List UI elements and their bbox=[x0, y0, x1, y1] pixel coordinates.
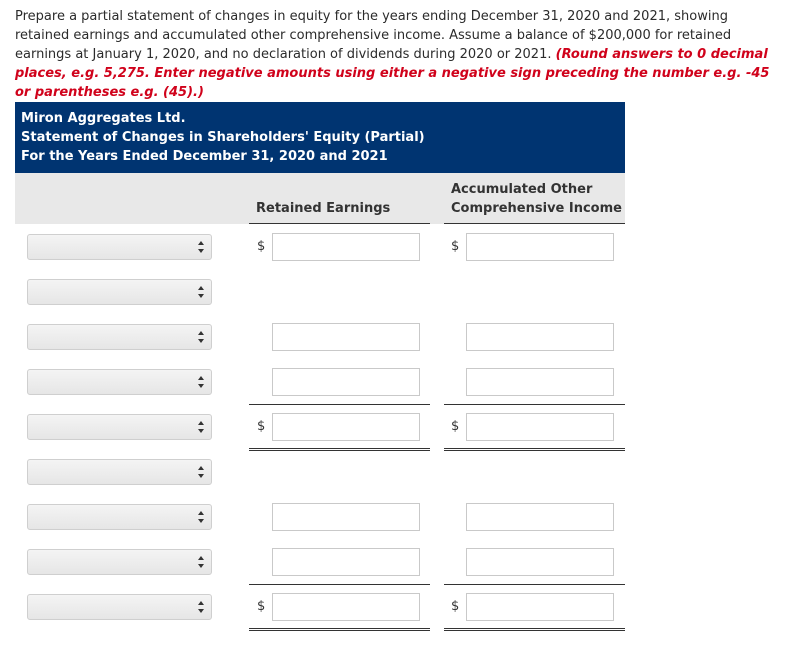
line-item-select[interactable] bbox=[27, 549, 212, 575]
column-header-retained-earnings: Retained Earnings bbox=[256, 201, 391, 216]
updown-arrow-icon bbox=[197, 555, 205, 569]
updown-arrow-icon bbox=[197, 285, 205, 299]
instructions bbox=[15, 7, 780, 102]
aoci-input[interactable] bbox=[466, 233, 614, 261]
instructions-emphasis: (Round answers to 0 decimal places, e.g. 5,275. Enter negative amounts using either a negative sign preceding the number e.g. -45 or parentheses e.g. (45).) bbox=[15, 47, 770, 100]
line-item-select[interactable] bbox=[27, 504, 212, 530]
aoci-input[interactable] bbox=[466, 548, 614, 576]
statement-row bbox=[0, 232, 789, 266]
subtotal-rule bbox=[444, 404, 625, 405]
aoci-input[interactable] bbox=[466, 593, 614, 621]
statement-title: Statement of Changes in Shareholders' Equity (Partial) bbox=[21, 130, 425, 145]
total-double-rule bbox=[249, 448, 430, 451]
line-item-select[interactable] bbox=[27, 594, 212, 620]
aoci-input[interactable] bbox=[466, 503, 614, 531]
retained-earnings-input[interactable] bbox=[272, 548, 420, 576]
dollar-sign: $ bbox=[257, 599, 266, 614]
line-item-select[interactable] bbox=[27, 414, 212, 440]
line-item-select[interactable] bbox=[27, 234, 212, 260]
updown-arrow-icon bbox=[197, 240, 205, 254]
statement-row bbox=[0, 592, 789, 626]
statement-row bbox=[0, 367, 789, 401]
line-item-select[interactable] bbox=[27, 324, 212, 350]
subtotal-rule bbox=[249, 584, 430, 585]
column-header-aoci-line2: Comprehensive Income bbox=[451, 201, 622, 216]
dollar-sign: $ bbox=[257, 239, 266, 254]
dollar-sign: $ bbox=[451, 599, 460, 614]
retained-earnings-input[interactable] bbox=[272, 368, 420, 396]
subtotal-rule bbox=[249, 404, 430, 405]
column-header-rule-aoci bbox=[444, 223, 625, 224]
statement-row bbox=[0, 322, 789, 356]
dollar-sign: $ bbox=[451, 239, 460, 254]
updown-arrow-icon bbox=[197, 465, 205, 479]
dollar-sign: $ bbox=[257, 419, 266, 434]
statement-row bbox=[0, 412, 789, 446]
subtotal-rule bbox=[444, 584, 625, 585]
updown-arrow-icon bbox=[197, 420, 205, 434]
statement-period: For the Years Ended December 31, 2020 and 2021 bbox=[21, 149, 388, 164]
retained-earnings-input[interactable] bbox=[272, 593, 420, 621]
retained-earnings-input[interactable] bbox=[272, 413, 420, 441]
line-item-select[interactable] bbox=[27, 279, 212, 305]
column-header-rule-re bbox=[249, 223, 430, 224]
retained-earnings-input[interactable] bbox=[272, 233, 420, 261]
statement-row bbox=[0, 547, 789, 581]
line-item-select[interactable] bbox=[27, 369, 212, 395]
updown-arrow-icon bbox=[197, 600, 205, 614]
dollar-sign: $ bbox=[451, 419, 460, 434]
aoci-input[interactable] bbox=[466, 413, 614, 441]
aoci-input[interactable] bbox=[466, 368, 614, 396]
updown-arrow-icon bbox=[197, 330, 205, 344]
aoci-input[interactable] bbox=[466, 323, 614, 351]
statement-row bbox=[0, 502, 789, 536]
total-double-rule bbox=[444, 448, 625, 451]
updown-arrow-icon bbox=[197, 375, 205, 389]
statement-row bbox=[0, 277, 789, 311]
updown-arrow-icon bbox=[197, 510, 205, 524]
line-item-select[interactable] bbox=[27, 459, 212, 485]
retained-earnings-input[interactable] bbox=[272, 323, 420, 351]
statement-header bbox=[15, 102, 625, 173]
instructions-text: Prepare a partial statement of changes in equity for the years ending December 31, 2020 and 2021, showing retained earnings and accumulated other comprehensive income. Assume a balance of $200,000 for retained earnings at January 1, 2020, and no declaration of dividends during 2020 or 2021. bbox=[15, 9, 732, 62]
statement-row bbox=[0, 457, 789, 491]
company-name: Miron Aggregates Ltd. bbox=[21, 111, 186, 126]
total-double-rule bbox=[249, 628, 430, 631]
total-double-rule bbox=[444, 628, 625, 631]
column-header-aoci-line1: Accumulated Other bbox=[451, 182, 593, 197]
retained-earnings-input[interactable] bbox=[272, 503, 420, 531]
